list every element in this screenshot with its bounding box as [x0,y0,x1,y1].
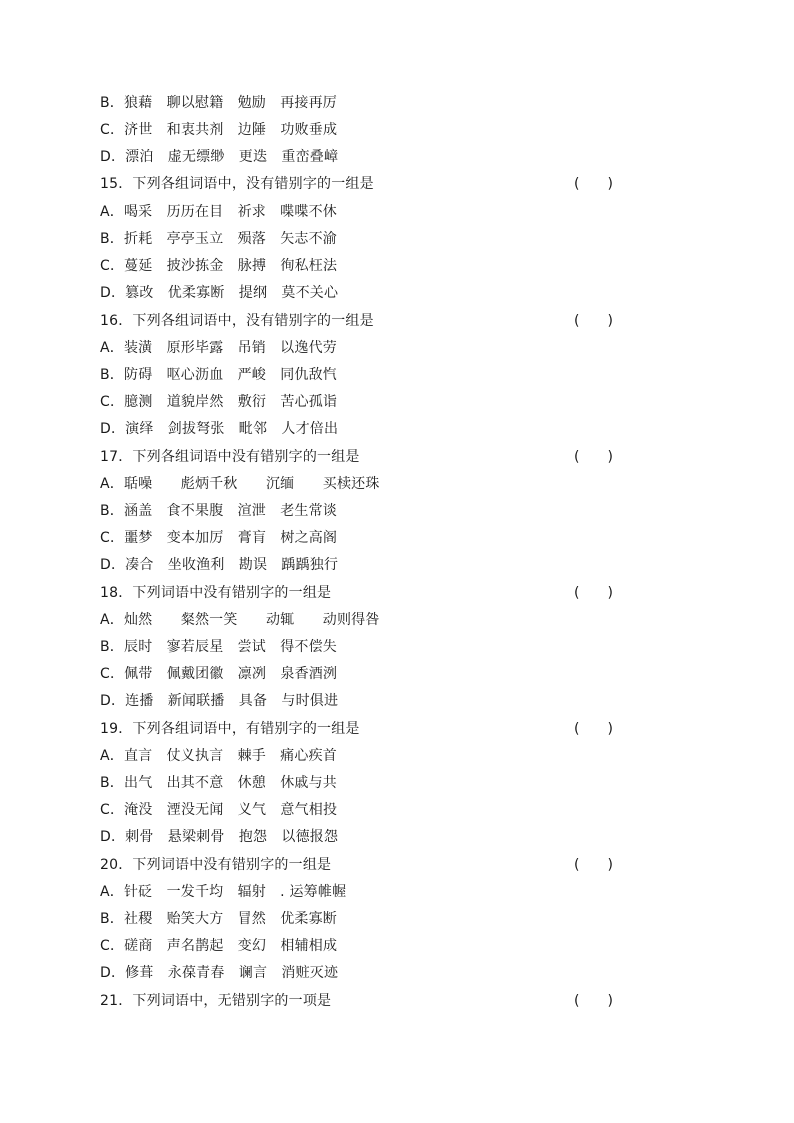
option-a: A．装潢 原形毕露 吊销 以逸代劳 [100,340,337,356]
question-19: 19．下列各组词语中，有错别字的一组是 [100,721,360,737]
option-c: C．济世 和衷共剂 边陲 功败垂成 [100,122,338,138]
option-b: B．出气 出其不意 休憩 休戚与共 [100,775,338,791]
answer-blank: ( ) [574,993,613,1009]
question-20: 20．下列词语中没有错别字的一组是 [100,857,332,873]
question-17: 17．下列各组词语中没有错别字的一组是 [100,449,360,465]
answer-blank: ( ) [574,857,613,873]
question-15: 15．下列各组词语中，没有错别字的一组是 [100,176,374,192]
question-16: 16．下列各组词语中，没有错别字的一组是 [100,313,374,329]
option-a: A．针砭 一发千均 辐射 . 运筹帷幄 [100,884,347,900]
option-d: D．篡改 优柔寡断 提纲 莫不关心 [100,285,339,301]
question-18: 18．下列词语中没有错别字的一组是 [100,585,332,601]
option-b: B．社稷 贻笑大方 冒然 优柔寡断 [100,911,338,927]
answer-blank: ( ) [574,176,613,192]
option-c: C．磋商 声名鹊起 变幻 相辅相成 [100,938,338,954]
option-c: C．臆测 道貌岸然 敷衍 苦心孤诣 [100,394,338,410]
option-c: C．佩带 佩戴团徽 凛冽 泉香酒洌 [100,666,338,682]
answer-blank: ( ) [574,721,613,737]
option-a: A．灿然 粲然一笑 动辄 动则得咎 [100,612,380,628]
option-d: D．修葺 永葆青春 谰言 消赃灭迹 [100,965,339,981]
answer-blank: ( ) [574,313,613,329]
option-d: D．凑合 坐收渔利 勘误 踽踽独行 [100,557,339,573]
option-d: D．连播 新闻联播 具备 与时俱进 [100,693,339,709]
option-b: B．辰时 寥若辰星 尝试 得不偿失 [100,639,338,655]
option-a: A．喝采 历历在目 祈求 喋喋不休 [100,204,337,220]
option-b: B．涵盖 食不果腹 渲泄 老生常谈 [100,503,338,519]
option-c: C．蔓延 披沙拣金 脉搏 徇私枉法 [100,258,338,274]
option-c: C．淹没 湮没无闻 义气 意气相投 [100,802,338,818]
option-b: B．狼藉 聊以慰籍 勉励 再接再厉 [100,95,338,111]
option-d: D．刺骨 悬梁刺骨 抱怨 以德报怨 [100,829,339,845]
option-d: D．漂泊 虚无缥缈 更迭 重峦叠嶂 [100,149,339,165]
option-a: A．聒噪 彪炳千秋 沉缅 买椟还珠 [100,476,380,492]
option-c: C．噩梦 变本加厉 膏肓 树之高阁 [100,530,338,546]
option-b: B．折耗 亭亭玉立 殒落 矢志不渝 [100,231,338,247]
option-d: D．演绎 剑拔弩张 毗邻 人才倍出 [100,421,339,437]
question-21: 21．下列词语中，无错别字的一项是 [100,993,332,1009]
answer-blank: ( ) [574,449,613,465]
option-a: A．直言 仗义执言 棘手 痛心疾首 [100,748,337,764]
answer-blank: ( ) [574,585,613,601]
option-b: B．防碍 呕心沥血 严峻 同仇敌忾 [100,367,338,383]
